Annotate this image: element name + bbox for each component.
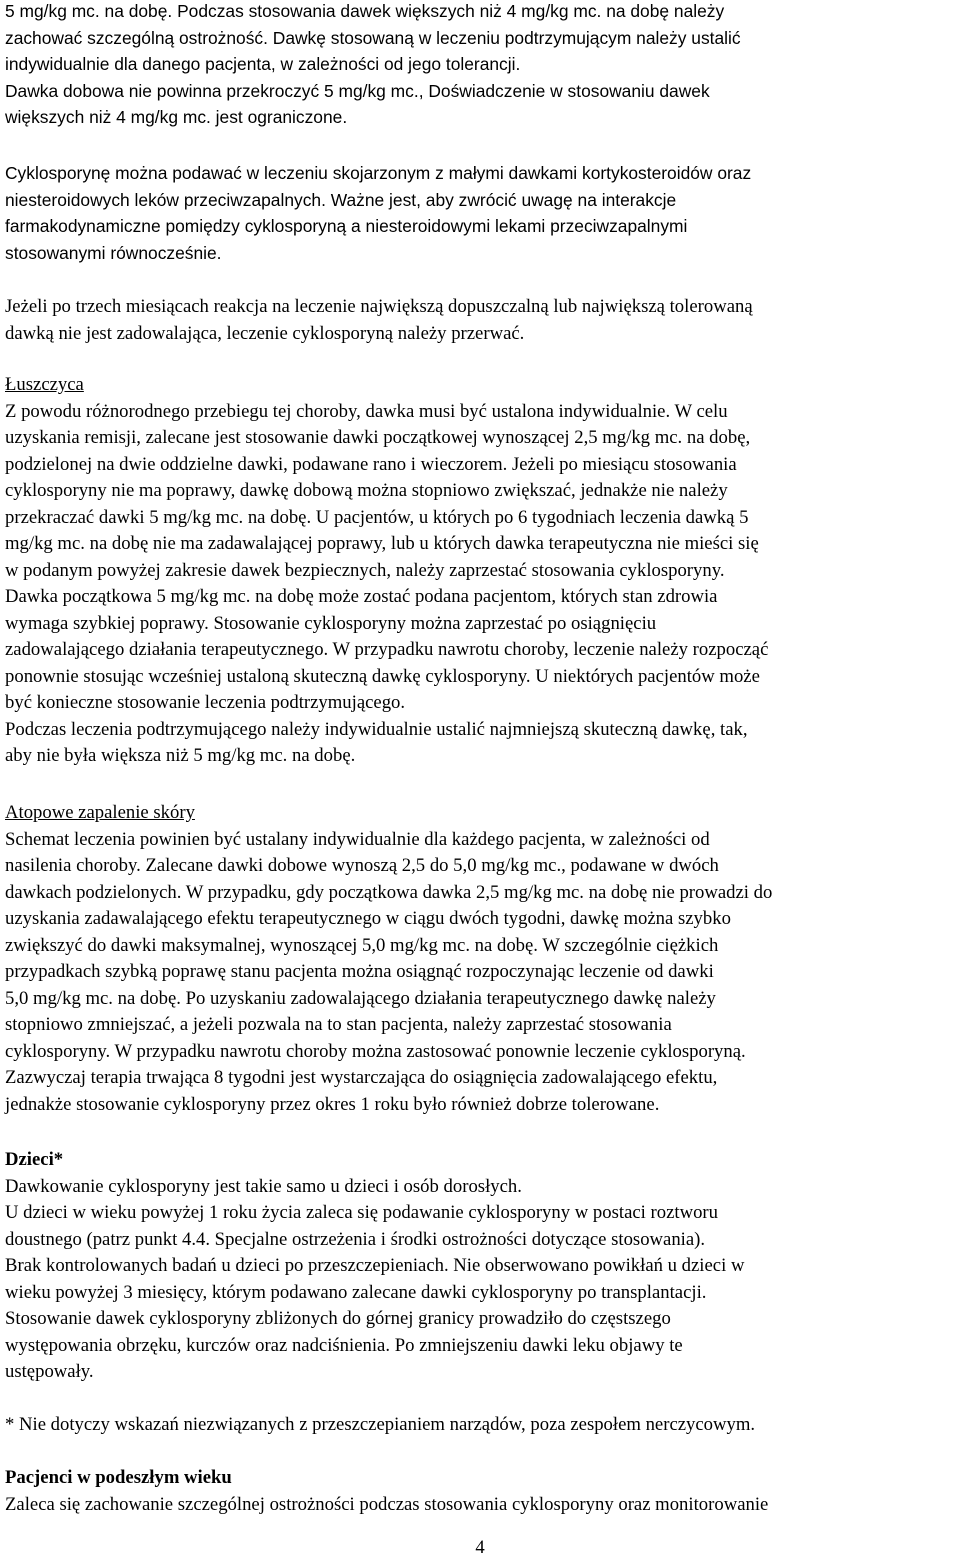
text-line: podzielonej na dwie oddzielne dawki, podawane rano i wieczorem. Jeżeli po miesiącu stosowania bbox=[5, 453, 737, 475]
section-atopic-dermatitis bbox=[5, 800, 772, 1118]
text-line: większych niż 4 mg/kg mc. jest ograniczone. bbox=[5, 107, 348, 127]
text-line: Schemat leczenia powinien być ustalany indywidualnie dla każdego pacjenta, w zależności od bbox=[5, 828, 710, 850]
text-line: stosowanymi równocześnie. bbox=[5, 242, 222, 263]
text-line: Brak kontrolowanych badań u dzieci po przeszczepieniach. Nie obserwowano powikłań u dzieci w bbox=[5, 1255, 745, 1276]
text-line: uzyskania zadawalającego efektu terapeutycznego w ciągu dwóch tygodni, dawkę można szybko bbox=[5, 908, 731, 929]
text-line: uzyskania remisji, zalecane jest stosowanie dawki początkowej wynoszącej 2,5 mg/kg mc. na dobę, bbox=[5, 427, 751, 448]
text-line: U dzieci w wieku powyżej 1 roku życia zaleca się podawanie cyklosporyny w postaci roztworu bbox=[5, 1202, 718, 1223]
text-line: mg/kg mc. na dobę nie ma zadawalającej poprawy, lub u których dawka terapeutyczna nie mieści się bbox=[5, 533, 759, 554]
text-line: doustnego (patrz punkt 4.4. Specjalne ostrzeżenia i środki ostrożności dotyczące stosowania). bbox=[5, 1228, 706, 1250]
footnote-text: * Nie dotyczy wskazań niezwiązanych z przeszczepianiem narządów, poza zespołem nerczycowym. bbox=[5, 1414, 756, 1435]
text-line: w podanym powyżej zakresie dawek bezpiecznych, należy zaprzestać stosowania cyklosporyny. bbox=[5, 559, 725, 581]
text-line: indywidualnie dla danego pacjenta, w zależności od jego tolerancji. bbox=[5, 54, 521, 74]
text-line: Podczas leczenia podtrzymującego należy indywidualnie ustalić najmniejszą skuteczną dawkę, tak, bbox=[5, 718, 748, 740]
text-line: 5 mg/kg mc. na dobę. Podczas stosowania dawek większych niż 4 mg/kg mc. na dobę należy bbox=[5, 1, 725, 21]
text-line: cyklosporyny. W przypadku nawrotu choroby można zastosować ponownie leczenie cyklosporyną. bbox=[5, 1040, 746, 1062]
text-line: Zazwyczaj terapia trwająca 8 tygodni jest wystarczająca do osiągnięcia zadowalającego efektu, bbox=[5, 1067, 718, 1088]
text-line: Dawkowanie cyklosporyny jest takie samo u dzieci i osób dorosłych. bbox=[5, 1175, 522, 1197]
text-line: zwiększyć do dawki maksymalnej, wynoszącej 5,0 mg/kg mc. na dobę. W szczególnie ciężkich bbox=[5, 934, 719, 956]
text-line: dawką nie jest zadowalająca, leczenie cyklosporyną należy przerwać. bbox=[5, 322, 525, 344]
text-line: cyklosporyny nie ma poprawy, dawkę dobową można stopniowo zwiększać, jednakże nie należy bbox=[5, 480, 728, 501]
text-line: Dawka początkowa 5 mg/kg mc. na dobę może zostać podana pacjentom, których stan zdrowia bbox=[5, 586, 718, 607]
text-line: wymaga szybkiej poprawy. Stosowanie cyklosporyny można zaprzestać po osiągnięciu bbox=[5, 612, 657, 634]
text-line: Jeżeli po trzech miesiącach reakcja na leczenie największą dopuszczalną lub największą tolerowaną bbox=[5, 296, 753, 317]
text-line: występowania obrzęku, kurczów oraz nadciśnienia. Po zmniejszeniu dawki leku objawy te bbox=[5, 1334, 683, 1356]
text-line: wieku powyżej 3 miesięcy, którym podawano zalecane dawki cyklosporyny po transplantacji. bbox=[5, 1281, 707, 1303]
text-line: ponownie stosując wcześniej ustaloną skuteczną dawkę cyklosporyny. U niektórych pacjentów może bbox=[5, 665, 760, 687]
section-children bbox=[5, 1147, 744, 1386]
text-line: aby nie była większa niż 5 mg/kg mc. na dobę. bbox=[5, 745, 356, 766]
text-line: przekraczać dawki 5 mg/kg mc. na dobę. U pacjentów, u których po 6 tygodniach leczenia dawką 5 bbox=[5, 506, 749, 528]
section-elderly bbox=[5, 1465, 768, 1518]
section-heading-psoriasis: Łuszczyca bbox=[5, 374, 84, 395]
text-line: Dawka dobowa nie powinna przekroczyć 5 mg/kg mc., Doświadczenie w stosowaniu dawek bbox=[5, 80, 710, 101]
text-line: Zaleca się zachowanie szczególnej ostrożności podczas stosowania cyklosporyny oraz monitorowanie bbox=[5, 1493, 769, 1515]
text-line: dawkach podzielonych. W przypadku, gdy początkowa dawka 2,5 mg/kg mc. na dobę nie prowadzi do bbox=[5, 881, 773, 903]
section-psoriasis bbox=[5, 372, 768, 770]
text-line: zachować szczególną ostrożność. Dawkę stosowaną w leczeniu podtrzymującym należy ustalić bbox=[5, 27, 741, 48]
section-heading-atopic-dermatitis: Atopowe zapalenie skóry bbox=[5, 802, 195, 823]
text-line: nasilenia choroby. Zalecane dawki dobowe wynoszą 2,5 do 5,0 mg/kg mc., podawane w dwóch bbox=[5, 855, 719, 876]
text-line: stopniowo zmniejszać, a jeżeli pozwala na to stan pacjenta, należy zaprzestać stosowania bbox=[5, 1014, 672, 1035]
text-line: być konieczne stosowanie leczenia podtrzymującego. bbox=[5, 692, 406, 713]
text-line: 5,0 mg/kg mc. na dobę. Po uzyskaniu zadowalającego działania terapeutycznego dawkę należy bbox=[5, 987, 716, 1009]
text-line: niesteroidowych leków przeciwzapalnych. Ważne jest, aby zwrócić uwagę na interakcje bbox=[5, 189, 677, 210]
paragraph-combination-therapy bbox=[5, 160, 751, 266]
text-line: ustępowały. bbox=[5, 1361, 94, 1382]
text-line: zadowalającego działania terapeutycznego. W przypadku nawrotu choroby, leczenie należy rozpocząć bbox=[5, 639, 769, 660]
text-line: Z powodu różnorodnego przebiegu tej choroby, dawka musi być ustalona indywidualnie. W celu bbox=[5, 400, 728, 422]
text-line: przypadkach szybką poprawę stanu pacjenta można osiągnąć rozpoczynając leczenie od dawki bbox=[5, 961, 714, 982]
text-line: jednakże stosowanie cyklosporyny przez okres 1 roku było również dobrze tolerowane. bbox=[5, 1093, 660, 1115]
section-heading-children: Dzieci* bbox=[5, 1149, 64, 1170]
paragraph-treatment-stop bbox=[5, 294, 753, 347]
text-line: Cyklosporynę można podawać w leczeniu skojarzonym z małymi dawkami kortykosteroidów oraz bbox=[5, 163, 752, 183]
text-line: Stosowanie dawek cyklosporyny zbliżonych do górnej granicy prowadziło do częstszego bbox=[5, 1308, 671, 1329]
paragraph-dosage-intro bbox=[5, 0, 741, 131]
page-number: 4 bbox=[475, 1537, 485, 1558]
text-line: farmakodynamiczne pomiędzy cyklosporyną a niesteroidowymi lekami przeciwzapalnymi bbox=[5, 216, 688, 236]
footnote bbox=[5, 1412, 755, 1439]
section-heading-elderly: Pacjenci w podeszłym wieku bbox=[5, 1467, 232, 1488]
